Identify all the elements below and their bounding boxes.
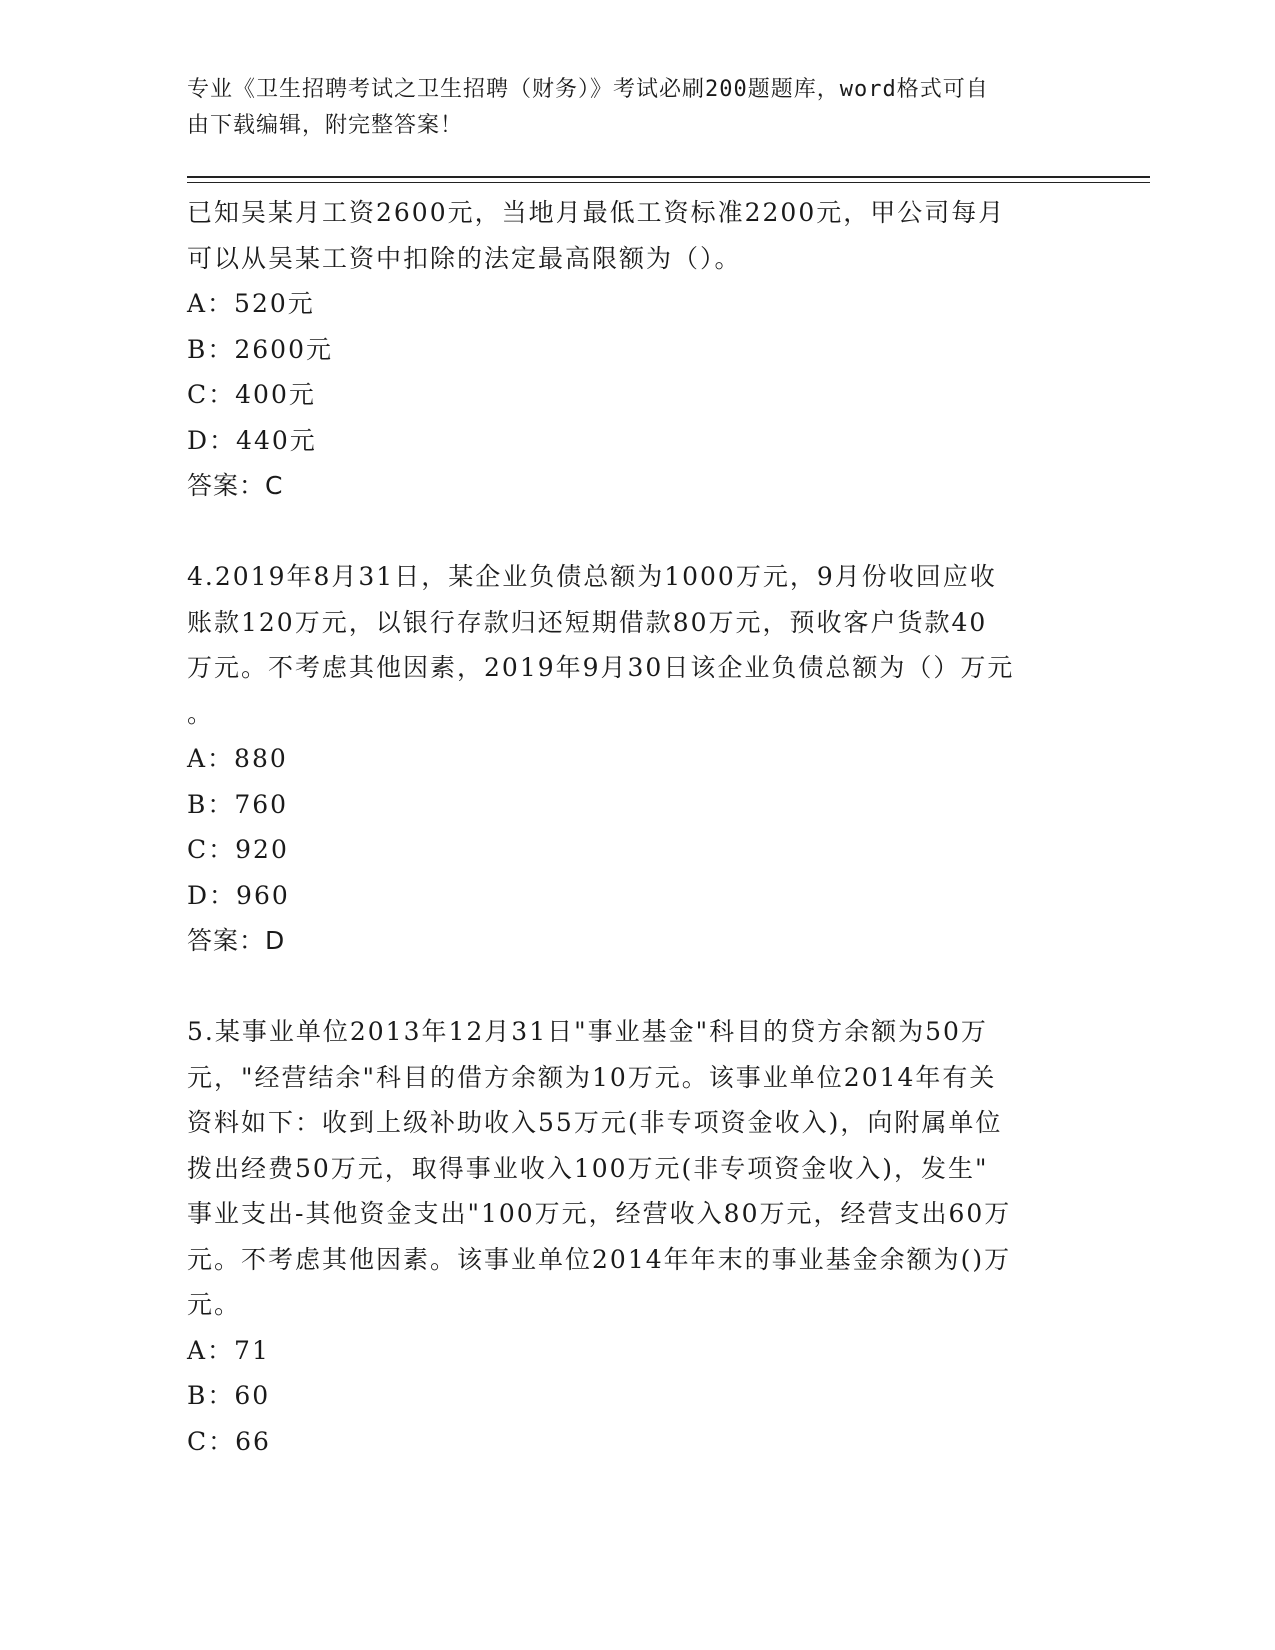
option-a: A：520元 <box>187 289 315 318</box>
question-stem-line: 已知吴某月工资2600元，当地月最低工资标准2200元，甲公司每月 <box>187 198 1006 227</box>
option-a: A：71 <box>187 1335 270 1365</box>
option-c: C：66 <box>187 1426 271 1456</box>
option-b: B：760 <box>187 789 289 819</box>
header-line-2: 由下载编辑，附完整答案！ <box>187 113 464 138</box>
question-block <box>187 1009 1087 1464</box>
question-block <box>187 190 1087 509</box>
document-header <box>187 72 1087 144</box>
option-b: B：2600元 <box>187 334 333 364</box>
question-stem-line: 。 <box>187 698 215 728</box>
option-c: C：400元 <box>187 380 316 409</box>
question-stem-line: 4.2019年8月31日，某企业负债总额为1000万元，9月份收回应收 <box>187 562 997 591</box>
header-rule-thin <box>187 182 1150 183</box>
question-list <box>187 190 1087 1464</box>
question-stem-line: 拨出经费50万元，取得事业收入100万元(非专项资金收入)，发生" <box>187 1153 989 1183</box>
option-a: A：880 <box>187 744 288 773</box>
option-d: D：960 <box>187 880 290 910</box>
question-stem-line: 账款120万元，以银行存款归还短期借款80万元，预收客户货款40 <box>187 607 988 637</box>
answer-line: 答案：C <box>187 471 284 500</box>
question-block <box>187 554 1087 964</box>
question-stem-line: 万元。不考虑其他因素，2019年9月30日该企业负债总额为（）万元 <box>187 653 1015 682</box>
answer-line: 答案：D <box>187 926 286 955</box>
option-b: B：60 <box>187 1381 271 1410</box>
question-stem-line: 元。 <box>187 1290 242 1319</box>
header-rule-thick <box>187 176 1150 178</box>
option-c: C：920 <box>187 835 289 864</box>
header-line-1: 专业《卫生招聘考试之卫生招聘（财务）》考试必刷200题题库，word格式可自 <box>187 77 989 102</box>
question-stem-line: 事业支出-其他资金支出"100万元，经营收入80万元，经营支出60万 <box>187 1199 1012 1228</box>
option-d: D：440元 <box>187 425 317 455</box>
question-stem-line: 可以从吴某工资中扣除的法定最高限额为（）。 <box>187 243 742 273</box>
question-stem-line: 元。不考虑其他因素。该事业单位2014年年末的事业基金余额为()万 <box>187 1244 1012 1274</box>
question-stem-line: 元，"经营结余"科目的借方余额为10万元。该事业单位2014年有关 <box>187 1062 997 1092</box>
question-stem-line: 资料如下：收到上级补助收入55万元(非专项资金收入)，向附属单位 <box>187 1108 1003 1137</box>
question-stem-line: 5.某事业单位2013年12月31日"事业基金"科目的贷方余额为50万 <box>187 1017 988 1046</box>
